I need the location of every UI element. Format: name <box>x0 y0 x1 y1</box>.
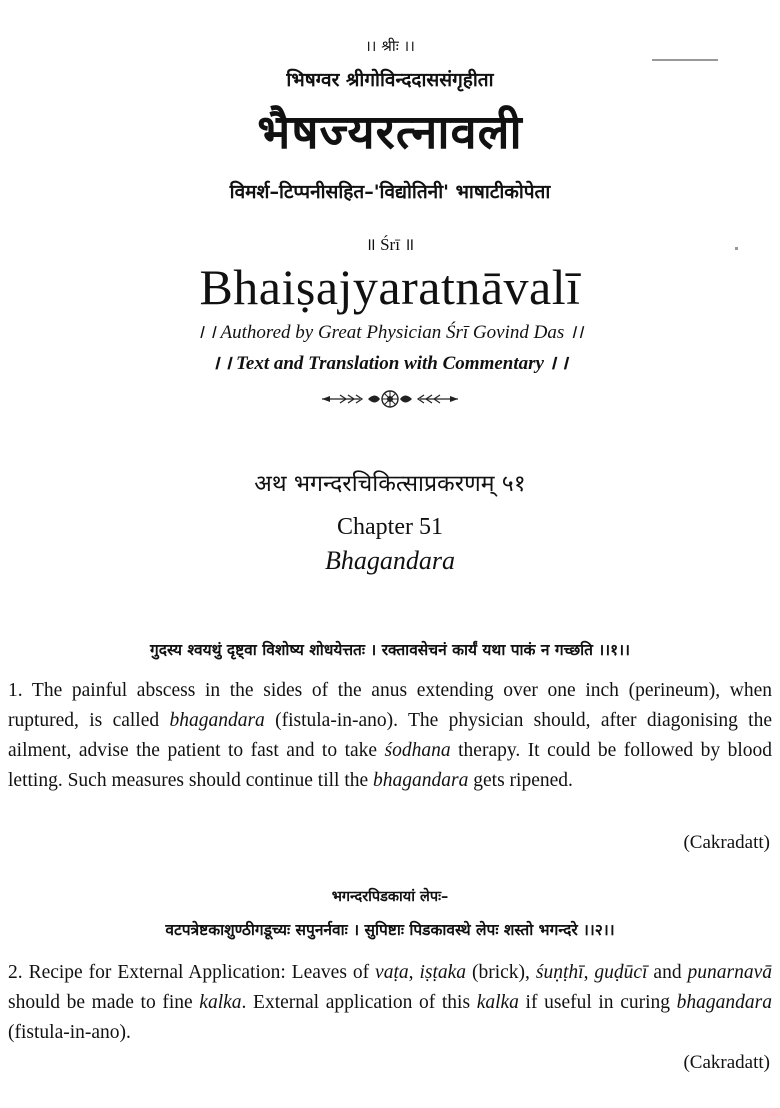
invocation-sri-roman: ॥ Śrī ॥ <box>365 235 415 254</box>
term: iṣṭaka <box>419 962 467 983</box>
text-run: and <box>647 962 688 983</box>
term: bhagandara <box>169 710 265 731</box>
author-line: । । Authored by Great Physician Śrī Govind Das ।। <box>196 322 584 343</box>
section-heading-2: भगन्दरपिडकायां लेपः– <box>331 889 449 905</box>
ornament-divider-icon <box>300 388 480 410</box>
book-subtitle-devanagari: विमर्श–टिप्पनीसहित–'विद्योतिनी' भाषाटीकोपेता <box>229 181 551 203</box>
chapter-title-devanagari: अथ भगन्दरचिकित्साप्रकरणम् ५१ <box>254 471 526 497</box>
term: kalka <box>199 992 242 1013</box>
term: vaṭa <box>375 962 409 983</box>
term: punarnavā <box>687 962 773 983</box>
term: kalka <box>476 992 519 1013</box>
term: śuṇṭhī <box>535 962 584 983</box>
translation-paragraph-2 <box>8 958 772 1048</box>
term: śodhana <box>384 740 451 761</box>
text-run: (fistula-in-ano). The physician should, after diagonising the ailment, advise the patient to fast and to take <box>8 710 772 761</box>
text-run: should be made to fine <box>8 992 200 1013</box>
text-run: (brick), <box>466 962 536 983</box>
source-citation-2: (Cakradatt) <box>683 1052 770 1073</box>
text-run: (fistula-in-ano). <box>8 1022 131 1043</box>
chapter-number: Chapter 51 <box>337 514 443 540</box>
book-title-devanagari: भैषज्यरत्नावली <box>257 105 523 160</box>
chapter-name: Bhagandara <box>325 546 455 575</box>
verse-1: गुदस्य श्वयथुं दृष्ट्वा विशोष्य शोधयेत्ततः । रक्तावसेचनं कार्यं यथा पाकं न गच्छति ।।१।। <box>150 641 630 659</box>
text-run: gets ripened. <box>468 770 573 791</box>
text-run: , <box>583 962 595 983</box>
text-run: if useful in curing <box>518 992 677 1013</box>
term: bhagandara <box>373 770 469 791</box>
translation-paragraph-1 <box>8 676 772 796</box>
term: guḍūcī <box>594 962 648 983</box>
text-run: 1. The painful abscess in the sides of the anus extending over one inch (perineum), when ruptured, is called <box>8 680 772 731</box>
edition-line: । । Text and Translation with Commentary । । <box>212 353 568 374</box>
source-citation-1: (Cakradatt) <box>683 832 770 853</box>
text-run: 2. Recipe for External Application: Leaves of <box>8 962 376 983</box>
book-title-roman: Bhaiṣajyaratnāvalī <box>199 259 581 315</box>
text-run: therapy. It could be followed by blood letting. Such measures should continue till the <box>8 740 772 791</box>
compiled-by-line: भिषग्वर श्रीगोविन्ददाससंगृहीता <box>286 69 494 91</box>
scan-mark <box>652 59 718 61</box>
text-run: , <box>408 962 420 983</box>
text-run: . External application of this <box>241 992 477 1013</box>
verse-2: वटपत्रेष्टकाशुण्ठीगडूच्यः सपुनर्नवाः । सुपिष्टाः पिडकावस्थे लेपः शस्तो भगन्दरे ।।२।। <box>165 921 615 939</box>
invocation-sri-devanagari: ।। श्रीः ।। <box>365 37 415 55</box>
term: bhagandara <box>676 992 772 1013</box>
